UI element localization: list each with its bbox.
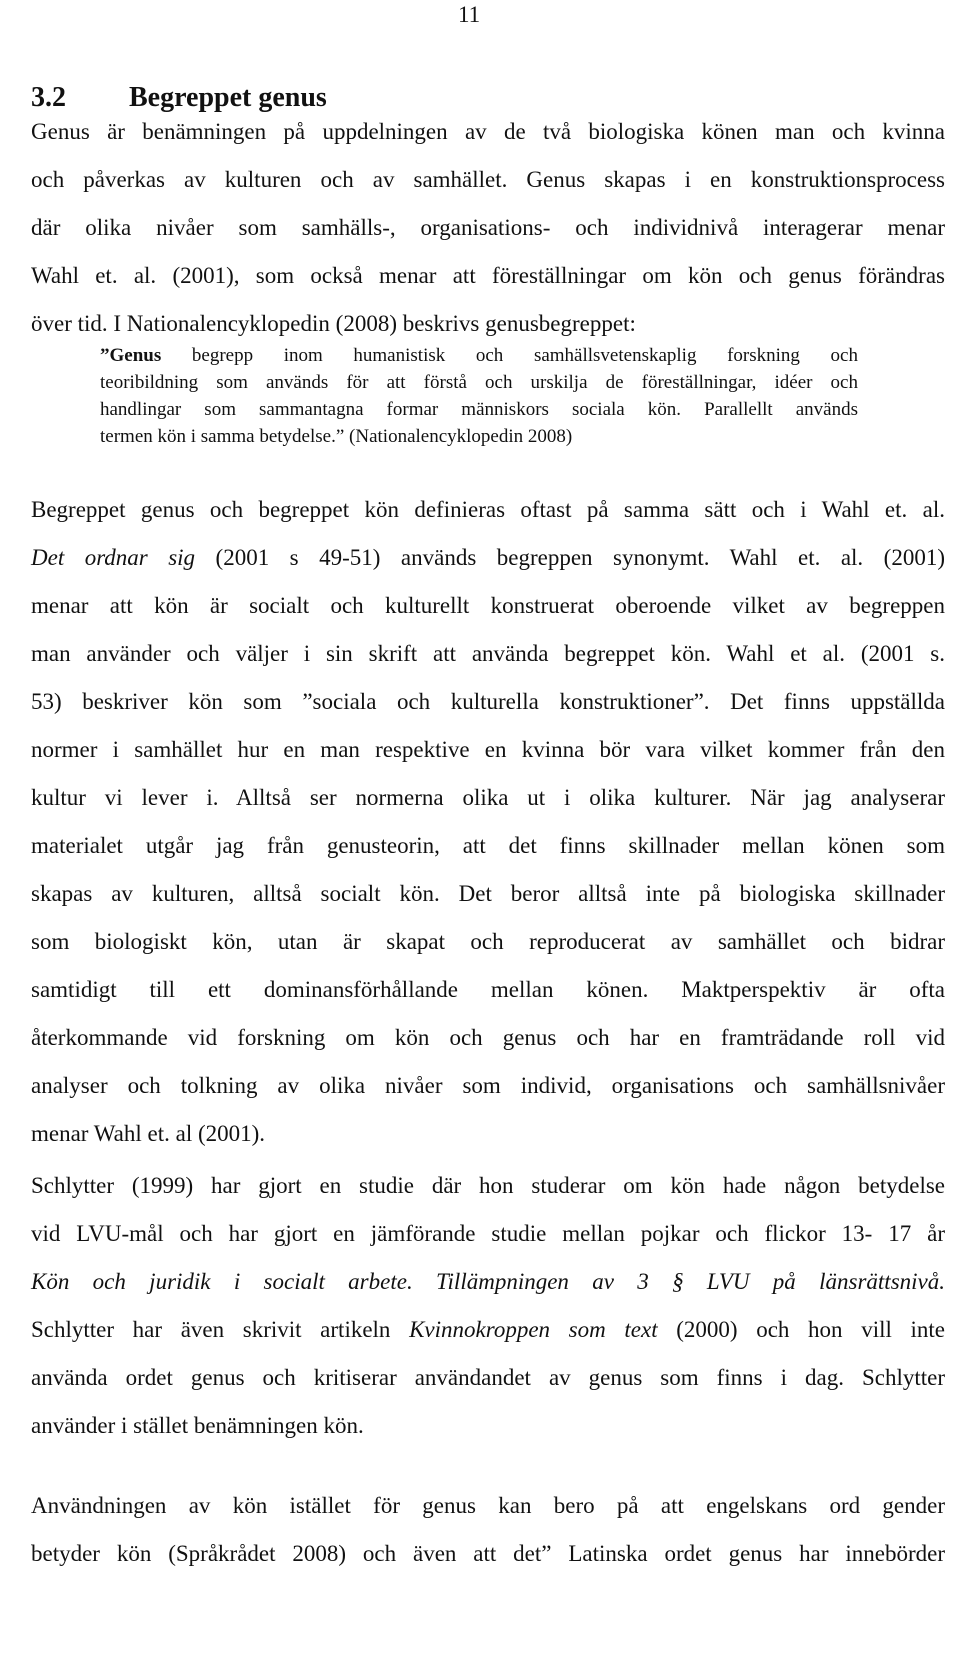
quote-line: teoribildning som används för att förstå och urskilja de föreställningar, idéer och: [100, 372, 858, 393]
text-line: menar Wahl et. al (2001).: [31, 1121, 266, 1146]
text-line: skapas av kulturen, alltså socialt kön. Det beror alltså inte på biologiska skillnader: [31, 881, 945, 906]
text-line: över tid. I Nationalencyklopedin (2008) beskrivs genusbegreppet:: [31, 311, 636, 336]
text-line: menar att kön är socialt och kulturellt konstruerat oberoende vilket av begreppen: [31, 593, 945, 618]
quote-line: handlingar som sammantagna formar människors sociala kön. Parallellt används: [100, 399, 858, 420]
study-title: Kön och juridik i socialt arbete. Tillämpningen av 3 § LVU på länsrättsnivå.: [31, 1269, 945, 1294]
text-fragment: Schlytter har även skrivit artikeln: [31, 1317, 410, 1342]
text-line: använder i stället benämningen kön.: [31, 1413, 364, 1438]
paragraph-schlytter: [31, 1162, 945, 1450]
text-fragment: (2000) och hon vill inte: [657, 1317, 946, 1342]
text-line: [31, 534, 945, 582]
paragraph-definition: [31, 486, 945, 1158]
book-title: Det ordnar sig: [31, 545, 196, 570]
section-number: 3.2: [31, 82, 66, 113]
text-line: Schlytter (1999) har gjort en studie där hon studerar om kön hade någon betydelse: [31, 1173, 945, 1198]
paragraph-usage: [31, 1482, 945, 1578]
text-line: materialet utgår jag från genusteorin, att det finns skillnader mellan könen som: [31, 833, 945, 858]
block-quote: [100, 342, 858, 450]
article-title: Kvinnokroppen som text: [409, 1317, 658, 1342]
text-line: betyder kön (Språkrådet 2008) och även att det” Latinska ordet genus har innebörder: [31, 1541, 945, 1566]
quote-line: [100, 342, 858, 369]
text-line: vid LVU-mål och har gjort en jämförande studie mellan pojkar och flickor 13- 17 år: [31, 1221, 945, 1246]
text-line: återkommande vid forskning om kön och genus och har en framträdande roll vid: [31, 1025, 945, 1050]
text-line: Genus är benämningen på uppdelningen av de två biologiska könen man och kvinna: [31, 119, 945, 144]
text-line: man använder och väljer i sin skrift att använda begreppet kön. Wahl et al. (2001 s.: [31, 641, 945, 666]
paragraph-intro: [31, 108, 945, 348]
text-line: där olika nivåer som samhälls-, organisations- och individnivå interagerar menar: [31, 215, 945, 240]
text-line: och påverkas av kulturen och av samhället. Genus skapas i en konstruktionsprocess: [31, 167, 945, 192]
text-line: kultur vi lever i. Alltså ser normerna olika ut i olika kulturer. När jag analyserar: [31, 785, 945, 810]
quote-term: ”Genus: [100, 345, 162, 366]
quote-line-text: begrepp inom humanistisk och samhällsvetenskaplig forskning och: [161, 345, 858, 366]
text-line: samtidigt till ett dominansförhållande mellan könen. Maktperspektiv är ofta: [31, 977, 945, 1002]
text-line: använda ordet genus och kritiserar användandet av genus som finns i dag. Schlytter: [31, 1365, 945, 1390]
page-number: 11: [458, 2, 481, 27]
text-fragment: (2001 s 49-51) används begreppen synonymt. Wahl et. al. (2001): [195, 545, 945, 570]
text-line: normer i samhället hur en man respektive en kvinna bör vara vilket kommer från den: [31, 737, 945, 762]
text-line: [31, 1306, 945, 1354]
text-line: analyser och tolkning av olika nivåer som individ, organisations och samhällsnivåer: [31, 1073, 945, 1098]
text-line: [31, 1258, 945, 1306]
text-line: Begreppet genus och begreppet kön definieras oftast på samma sätt och i Wahl et. al.: [31, 497, 945, 522]
quote-line: termen kön i samma betydelse.” (Nationalencyklopedin 2008): [100, 426, 573, 447]
text-line: som biologiskt kön, utan är skapat och reproducerat av samhället och bidrar: [31, 929, 945, 954]
text-line: Wahl et. al. (2001), som också menar att föreställningar om kön och genus förändras: [31, 263, 945, 288]
text-line: 53) beskriver kön som ”sociala och kulturella konstruktioner”. Det finns uppställda: [31, 689, 945, 714]
text-line: Användningen av kön istället för genus kan bero på att engelskans ord gender: [31, 1493, 945, 1518]
section-title: Begreppet genus: [129, 82, 327, 113]
